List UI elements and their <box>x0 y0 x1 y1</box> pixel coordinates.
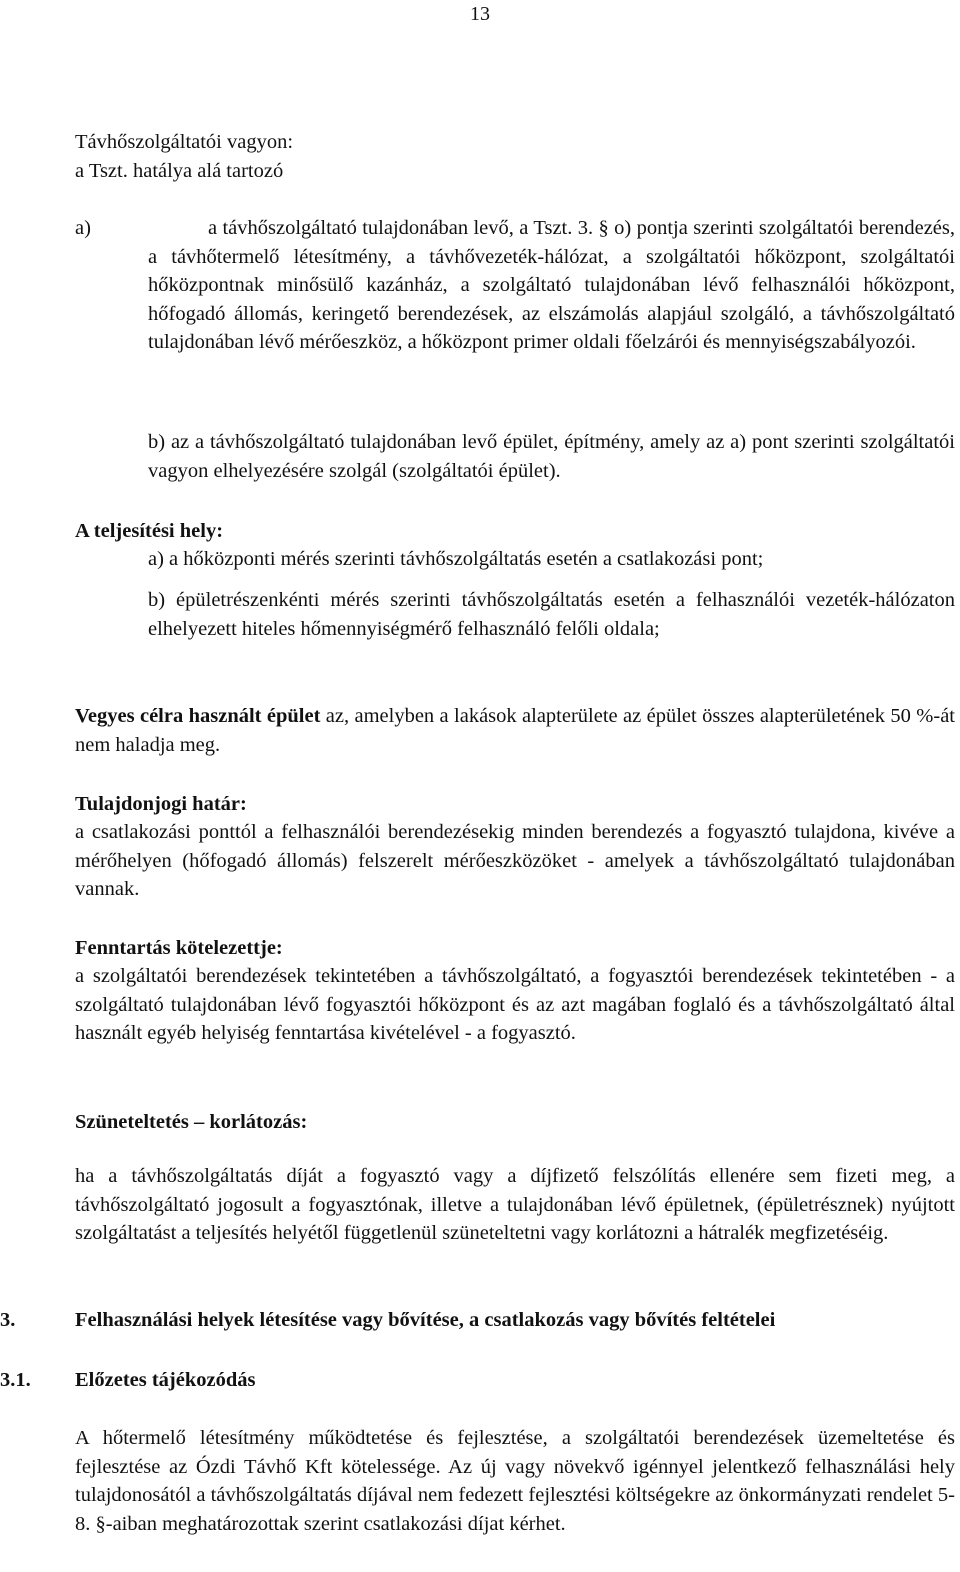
section31-text: A hőtermelő létesítmény működtetése és fejlesztése, a szolgáltatói berendezések üzemeltetése és fejlesztése az Ózdi Távhő Kft kötelessége. Az új vagy növekvő igénnyel jelentkező felhasználási hely tulajdonosától a távhőszolgáltatás díjával nem fedezett fejlesztési költségekre az önkormányzati rendelet 5-8. §-aiban meghatározottak szerint csatlakozási díjat kérhet. <box>75 1427 955 1535</box>
item-a-label: a) <box>75 217 91 239</box>
teljesitesi-hely-item-b: b) épületrészenkénti mérés szerinti távhőszolgáltatás esetén a felhasználói vezeték-hálózaton elhelyezett hiteles hőmennyiségmérő felhasználó felőli oldala; <box>148 589 955 640</box>
teljesitesi-hely-title: A teljesítési hely: <box>75 520 224 542</box>
szuneteltetes-title: Szüneteltetés – korlátozás: <box>75 1111 308 1133</box>
teljesitesi-hely-item-a: a) a hőközponti mérés szerinti távhőszolgáltatás esetén a csatlakozási pont; <box>148 548 764 570</box>
item-a-body: a távhőszolgáltató tulajdonában levő, a Tszt. 3. § o) pontja szerinti szolgáltatói berendezés, a távhőtermelő létesítmény, a távhővezeték-hálózat, a szolgáltatói hőközpont, szolgáltatói hőközpontnak minősülő kazánház, a szolgáltató tulajdonában lévő felhasználói hőközpont, hőfogadó állomás, keringető berendezések, az elszámolás alapjául szolgáló, a távhőszolgáltató tulajdonában lévő mérőeszköz, a hőközpont primer oldali főelzárói és mennyiségszabályozói. <box>148 217 955 353</box>
section3-number: 3. <box>0 1309 16 1331</box>
fenntartas-text: a szolgáltatói berendezések tekintetében a távhőszolgáltató, a fogyasztói berendezések tekintetében - a szolgáltató tulajdonában lévő fogyasztói hőközpont és az azt magában foglaló és a távhőszolgáltató által használt egyéb helyiség fenntartása kivételével - a fogyasztó. <box>75 965 955 1044</box>
section3-title: Felhasználási helyek létesítése vagy bővítése, a csatlakozás vagy bővítés feltételei <box>75 1309 776 1331</box>
fenntartas-title: Fenntartás kötelezettje: <box>75 937 283 959</box>
vegyes-celra-text: az, amelyben a lakások alapterülete az épület összes alapterületének 50 %-át nem haladja meg. <box>75 705 955 756</box>
tavho-vagyon-title: Távhőszolgáltatói vagyon: <box>75 131 294 153</box>
page-number: 13 <box>470 3 490 25</box>
item-b-text: b) az a távhőszolgáltató tulajdonában levő épület, építmény, amely az a) pont szerinti szolgáltatói vagyon elhelyezésére szolgál (szolgáltatói épület). <box>148 431 955 482</box>
tulajdonjogi-text: a csatlakozási ponttól a felhasználói berendezésekig minden berendezés a fogyasztó tulajdona, kivéve a mérőhelyen (hőfogadó állomás) felszerelt mérőeszközöket - amelyek a távhőszolgáltató tulajdonában vannak. <box>75 821 955 900</box>
vegyes-celra-term: Vegyes célra használt épület <box>75 705 321 727</box>
szuneteltetes-text: ha a távhőszolgáltatás díját a fogyasztó vagy a díjfizető felszólítás ellenére sem fizeti meg, a távhőszolgáltató jogosult a fogyasztónak, illetve a tulajdonában lévő épületnek, (épületrésznek) nyújtott szolgáltatást a teljesítés helyétől függetlenül szüneteltetni vagy korlátozni a hátralék megfizetéséig. <box>75 1165 955 1244</box>
section31-number: 3.1. <box>0 1369 31 1391</box>
vegyes-celra-paragraph <box>75 702 955 759</box>
section31-title: Előzetes tájékozódás <box>75 1369 256 1391</box>
item-a-text <box>148 214 955 357</box>
tulajdonjogi-title: Tulajdonjogi határ: <box>75 793 247 815</box>
tavho-vagyon-subtitle: a Tszt. hatálya alá tartozó <box>75 160 284 182</box>
